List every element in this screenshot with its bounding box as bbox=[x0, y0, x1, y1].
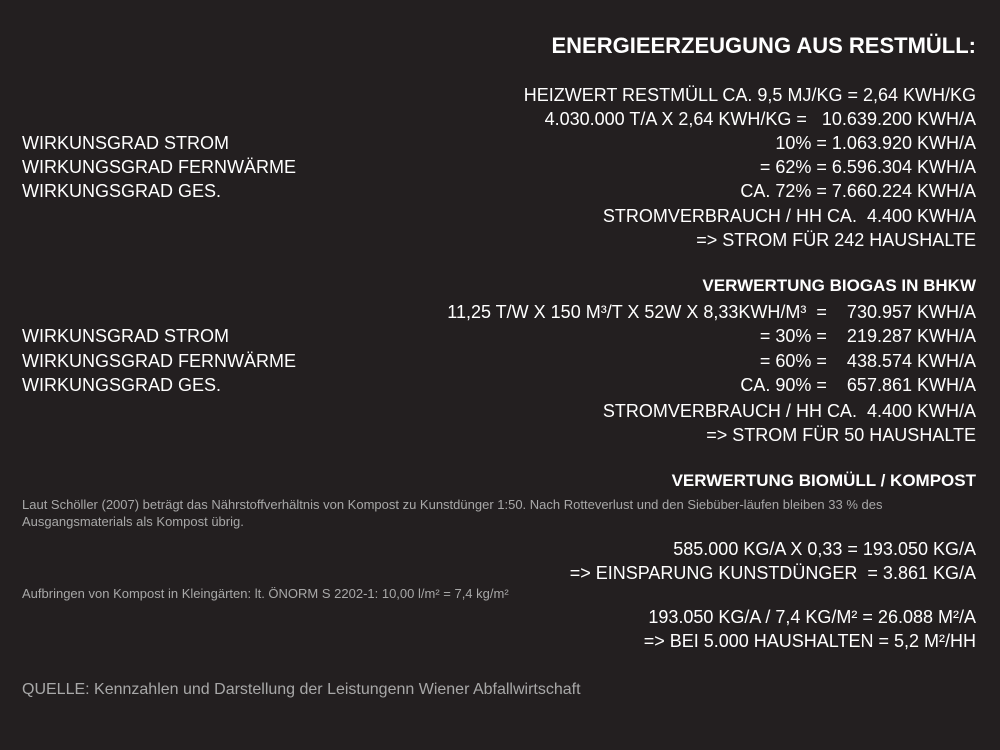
biogas-ges-value: CA. 90% = 657.861 KWH/A bbox=[740, 375, 976, 395]
biomuell-text-2: Aufbringen von Kompost in Kleingärten: lt. ÖNORM S 2202-1: 10,00 l/m² = 7,4 kg/m² bbox=[22, 586, 509, 601]
wirkungsgrad-strom-label: WIRKUNSGRAD STROM bbox=[22, 133, 229, 153]
einsparung-result: => EINSPARUNG KUNSTDÜNGER = 3.861 KG/A bbox=[569, 563, 976, 583]
kompost-rechnung-1: 585.000 KG/A X 0,33 = 193.050 KG/A bbox=[673, 539, 976, 559]
biogas-fernwaerme-value: = 60% = 438.574 KWH/A bbox=[759, 351, 976, 371]
biogas-fernwaerme-label: WIRKUNGSGRAD FERNWÄRME bbox=[22, 351, 296, 371]
page-title: ENERGIEERZEUGUNG AUS RESTMÜLL: bbox=[551, 33, 976, 58]
heizwert-line: HEIZWERT RESTMÜLL CA. 9,5 MJ/KG = 2,64 KWH/KG bbox=[523, 85, 976, 105]
biogas-haushalte-result: => STROM FÜR 50 HAUSHALTE bbox=[706, 425, 976, 445]
stromverbrauch-line: STROMVERBRAUCH / HH CA. 4.400 KWH/A bbox=[602, 206, 976, 226]
biogas-ges-label: WIRKUNGSGRAD GES. bbox=[22, 375, 222, 395]
wirkungsgrad-fernwaerme-label: WIRKUNGSGRAD FERNWÄRME bbox=[22, 157, 296, 177]
kompost-rechnung-2: 193.050 KG/A / 7,4 KG/M² = 26.088 M²/A bbox=[648, 607, 976, 627]
wirkungsgrad-ges-value: CA. 72% = 7.660.224 KWH/A bbox=[740, 181, 976, 201]
wirkungsgrad-ges-label: WIRKUNGSGRAD GES. bbox=[22, 181, 222, 201]
biogas-stromverbrauch-line: STROMVERBRAUCH / HH CA. 4.400 KWH/A bbox=[602, 401, 976, 421]
biogas-formel: 11,25 T/W X 150 M³/T X 52W X 8,33KWH/M³ = 730.957 KWH/A bbox=[447, 302, 976, 322]
biogas-strom-label: WIRKUNSGRAD STROM bbox=[22, 326, 229, 346]
menge-line: 4.030.000 T/A X 2,64 KWH/KG = 10.639.200 KWH/A bbox=[544, 109, 976, 129]
biogas-heading: VERWERTUNG BIOGAS IN BHKW bbox=[702, 276, 976, 295]
biomuell-text-1: Laut Schöller (2007) beträgt das Nährstoffverhältnis von Kompost zu Kunstdünger 1:50. Nach Rotteverlust und den Siebüber-läufen bleiben 33 % des Ausgangsmaterials als Kompost übrig. bbox=[22, 497, 883, 529]
biogas-strom-value: = 30% = 219.287 KWH/A bbox=[759, 326, 976, 346]
wirkungsgrad-strom-value: 10% = 1.063.920 KWH/A bbox=[775, 133, 976, 153]
haushalte-result: => STROM FÜR 242 HAUSHALTE bbox=[696, 230, 976, 250]
quelle-note: QUELLE: Kennzahlen und Darstellung der Leistungenn Wiener Abfallwirtschaft bbox=[22, 681, 581, 698]
wirkungsgrad-fernwaerme-value: = 62% = 6.596.304 KWH/A bbox=[759, 157, 976, 177]
flaeche-haushalt-result: => BEI 5.000 HAUSHALTEN = 5,2 M²/HH bbox=[643, 631, 976, 651]
biomuell-heading: VERWERTUNG BIOMÜLL / KOMPOST bbox=[671, 471, 976, 490]
